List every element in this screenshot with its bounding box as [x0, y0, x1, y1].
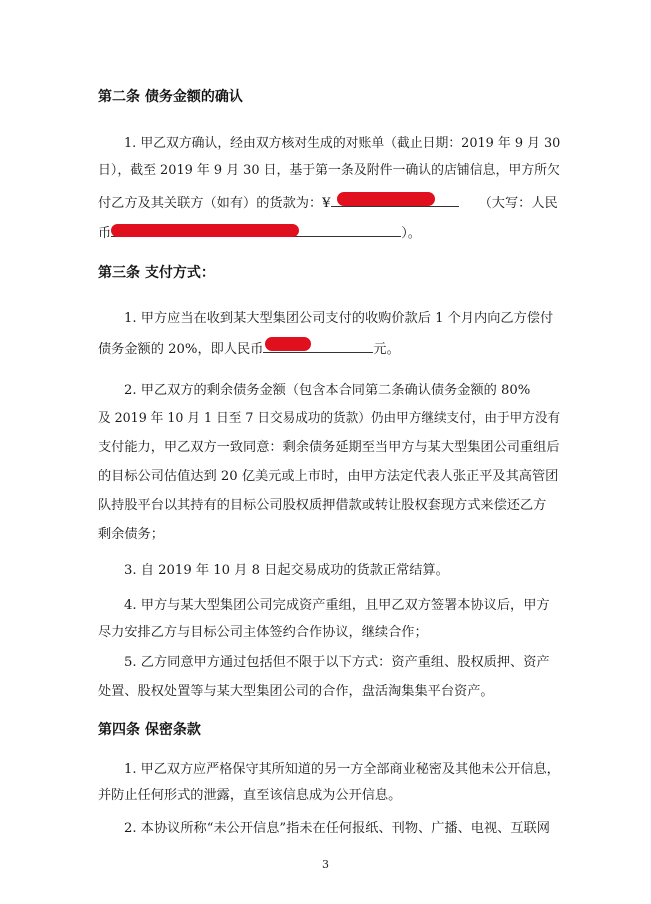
- redaction-mark: [111, 224, 299, 237]
- payment-blank: [263, 340, 373, 353]
- section-2-p1-line3: [98, 194, 558, 212]
- section-4-title: 第四条 保密条款: [98, 722, 201, 738]
- section-3-item1-line1: 1. 甲方应当在收到某大型集团公司支付的收购价款后 1 个月内向乙方偿付: [124, 311, 554, 326]
- amount-uppercase-label: （大写：人民: [478, 196, 558, 211]
- section-3-item4-line: 尽力安排乙方与目标公司主体签约合作协议，继续合作；: [98, 625, 428, 640]
- section-3-item5-line: 处置、股权处置等与某大型集团公司的合作，盘活淘集集平台资产。: [98, 684, 494, 699]
- section-2-title: 第二条 债务金额的确认: [98, 89, 243, 105]
- amount-uppercase-suffix: ）。: [401, 226, 421, 241]
- payment-prefix: 债务金额的 20%，即人民币: [98, 342, 264, 357]
- section-3-item2-line: 及 2019 年 10 月 1 日至 7 日交易成功的货款）仍由甲方继续支付，由于甲方没有: [98, 411, 561, 426]
- section-3-item2-line: 剩余债务；: [98, 527, 164, 542]
- section-3-item4-line: 4. 甲方与某大型集团公司完成资产重组，且甲乙双方签署本协议后，甲方: [124, 598, 550, 613]
- section-3-title: 第三条 支付方式：: [98, 265, 215, 281]
- amount-uppercase-blank: [111, 224, 401, 237]
- section-4-item1-line: 并防止任何形式的泄露，直至该信息成为公开信息。: [98, 788, 402, 803]
- amount-blank: [331, 194, 459, 207]
- section-3-item5-line: 5. 乙方同意甲方通过包括但不限于以下方式：资产重组、股权质押、资产: [124, 655, 550, 670]
- section-3-item2-line: 支付能力，甲乙双方一致同意：剩余债务延期至当甲方与某大型集团公司重组后: [98, 440, 560, 455]
- section-3-item3: 3. 自 2019 年 10 月 8 日起交易成功的货款正常结算。: [124, 563, 449, 578]
- amount-prefix: 付乙方及其关联方（如有）的货款为：¥: [98, 196, 331, 211]
- section-3-item2-line: 队持股平台以其持有的目标公司股权质押借款或转让股权套现方式来偿还乙方: [98, 498, 547, 513]
- page-number: 3: [322, 858, 329, 871]
- section-2-p1-line4: [98, 224, 421, 242]
- section-3-item1-line2: [98, 340, 400, 358]
- section-2-p1-line2: 日），截至 2019 年 9 月 30 日，基于第一条及附件一确认的店铺信息，甲方所欠: [98, 163, 560, 178]
- section-2-p1-line1: 1. 甲乙双方确认，经由双方核对生成的对账单（截止日期：2019 年 9 月 30: [124, 136, 561, 151]
- section-4-item2-line1: 2. 本协议所称“未公开信息”指未在任何报纸、刊物、广播、电视、互联网: [124, 821, 550, 836]
- payment-suffix: 元。: [373, 342, 400, 357]
- section-3-item2-line: 的目标公司估值达到 20 亿美元或上市时，由甲方法定代表人张正平及其高管团: [98, 469, 559, 484]
- redaction-mark: [337, 192, 435, 206]
- currency-prefix: 币: [98, 226, 112, 241]
- section-3-item2-line: 2. 甲乙双方的剩余债务金额（包含本合同第二条确认债务金额的 80%: [124, 383, 531, 398]
- redaction-mark: [265, 337, 311, 351]
- section-4-item1-line: 1. 甲乙双方应严格保守其所知道的另一方全部商业秘密及其他未公开信息，: [124, 762, 560, 777]
